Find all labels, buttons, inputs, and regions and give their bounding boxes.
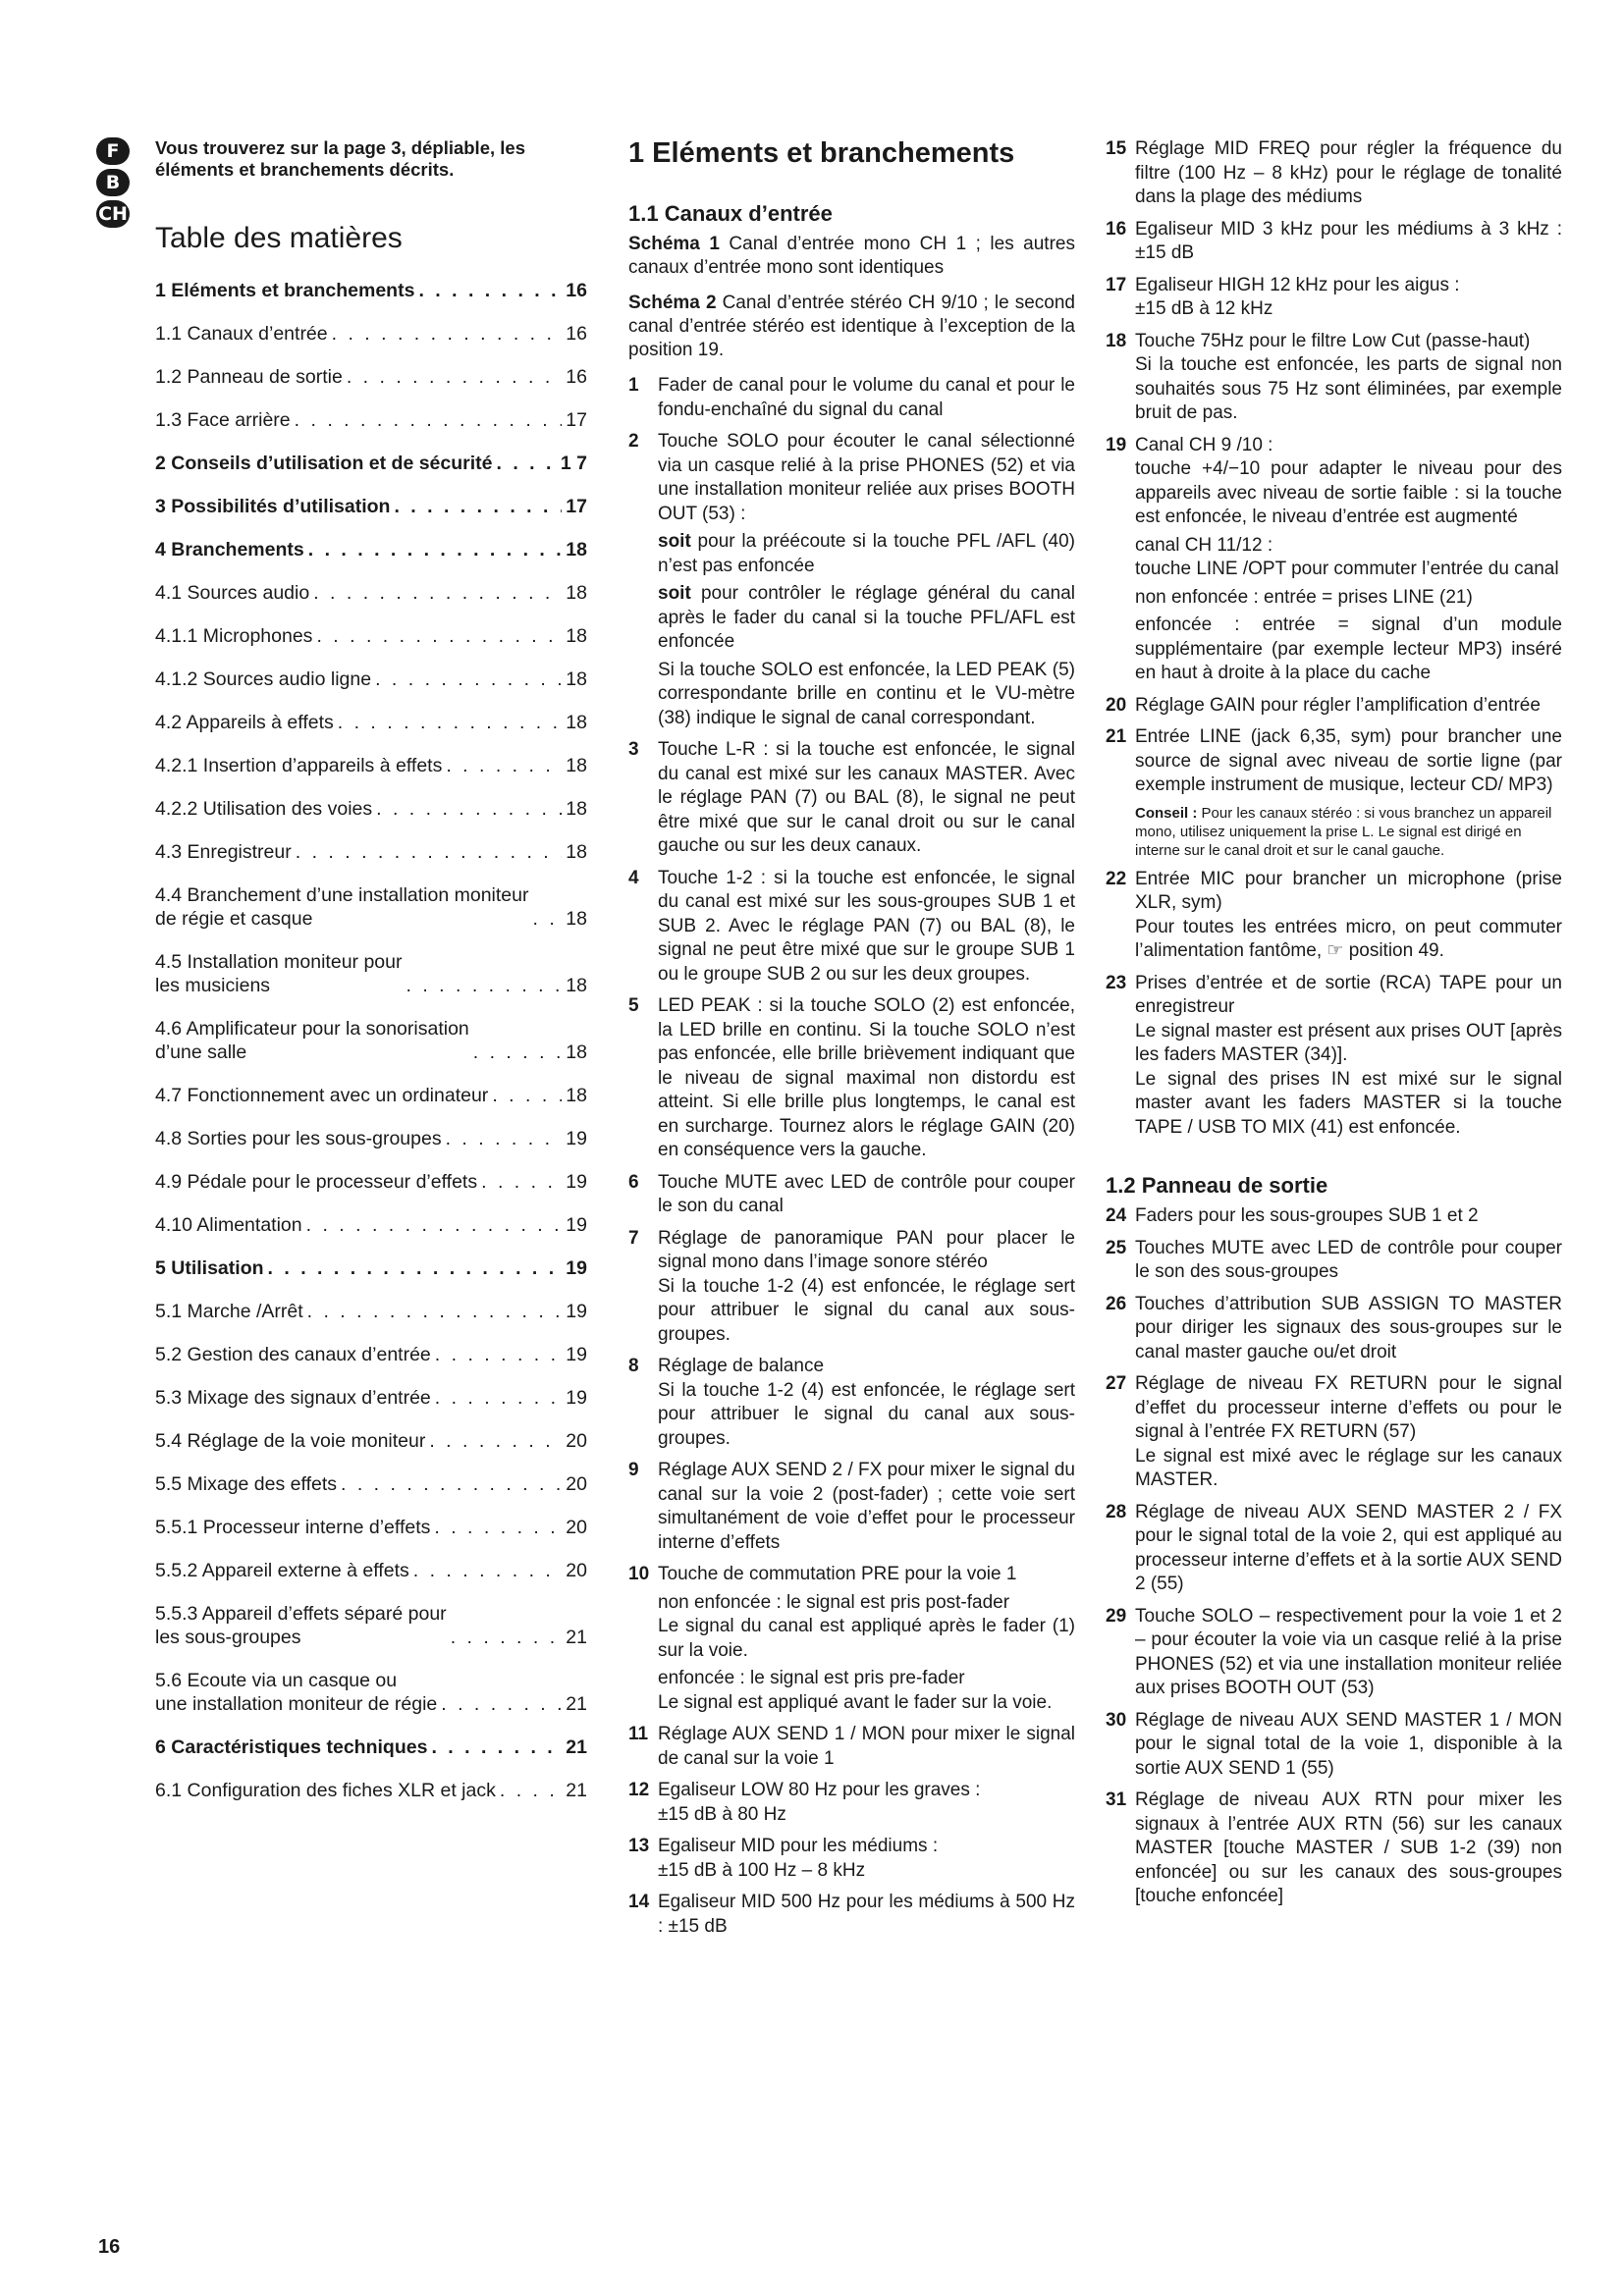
toc-leader-dots xyxy=(316,624,562,648)
item-number: 18 xyxy=(1106,330,1127,351)
list-item xyxy=(1106,274,1562,322)
toc-entry xyxy=(155,279,587,302)
toc-leader-dots xyxy=(431,1735,562,1759)
item-text: Touche 75Hz pour le filtre Low Cut (passe-haut) Si la touche est enfoncée, les parts de signal non souhaités sous 75 Hz sont éliminées, par exemple bruit de pas. xyxy=(1135,330,1562,423)
toc-entry xyxy=(155,1386,587,1410)
item-number: 22 xyxy=(1106,868,1127,889)
toc-entry-title: 1.3 Face arrière xyxy=(155,409,291,431)
item-text: Réglage AUX SEND 2 / FX pour mixer le signal du canal sur la voie 2 (post-fader) ; cette voie sert simultanément de voie d’effet pour le processeur interne d’effets xyxy=(658,1460,1075,1553)
toc-leader-dots xyxy=(434,1516,562,1539)
toc-leader-dots xyxy=(295,408,563,432)
item-text: Faders pour les sous-groupes SUB 1 et 2 xyxy=(1135,1205,1479,1226)
item-number: 3 xyxy=(628,739,639,760)
list-item xyxy=(628,1723,1075,1771)
list-item xyxy=(1106,725,1562,860)
list-item xyxy=(628,867,1075,988)
item-text: Touche de commutation PRE pour la voie 1 xyxy=(658,1564,1017,1584)
toc-entry xyxy=(155,1084,587,1107)
toc-entry-page: 17 xyxy=(566,409,587,431)
toc-entry-title: 5.2 Gestion des canaux d’entrée xyxy=(155,1344,431,1365)
item-text: Réglage MID FREQ pour régler la fréquence du filtre (100 Hz – 8 kHz) pour le réglage de tonalité dans la plage des médiums xyxy=(1135,138,1562,207)
toc-entry-page: 18 xyxy=(566,625,587,647)
schema-1-text: Canal d’entrée mono CH 1 ; les autres canaux d’entrée mono sont identiques xyxy=(628,234,1075,278)
list-item xyxy=(1106,1293,1562,1365)
item-text: Réglage AUX SEND 1 / MON pour mixer le signal de canal sur la voie 1 xyxy=(658,1724,1075,1769)
toc-entry-title: 4.1 Sources audio xyxy=(155,582,310,604)
toc-entry-page: 18 xyxy=(566,841,587,863)
item-number: 6 xyxy=(628,1171,639,1193)
item-paragraph xyxy=(658,530,1075,578)
item-text: Egaliseur HIGH 12 kHz pour les aigus : ±15 dB à 12 kHz xyxy=(1135,274,1460,319)
toc-entry-title: 5.5.3 Appareil d’effets séparé pour les sous-groupes xyxy=(155,1603,447,1648)
item-text: Touches MUTE avec LED de contrôle pour couper le son des sous-groupes xyxy=(1135,1237,1562,1282)
item-paragraph-text: canal CH 11/12 : touche LINE /OPT pour commuter l’entrée du canal xyxy=(1135,534,1559,579)
toc-entry xyxy=(155,1300,587,1323)
toc-entry-page: 18 xyxy=(566,1041,587,1063)
toc-leader-dots xyxy=(446,754,562,777)
toc-leader-dots xyxy=(308,538,563,561)
list-item xyxy=(1106,1789,1562,1909)
list-item xyxy=(1106,868,1562,964)
list-item xyxy=(628,738,1075,859)
item-number: 5 xyxy=(628,995,639,1016)
toc-entry-title: 1.1 Canaux d’entrée xyxy=(155,323,328,345)
item-list-input-channels-continued xyxy=(1106,137,1562,1140)
item-text: Canal CH 9 /10 : touche +4/−10 pour adapter le niveau pour des appareils avec niveau de sortie faible : si la touche est enfoncée, le niveau d’entrée est augmenté xyxy=(1135,434,1562,527)
item-number: 27 xyxy=(1106,1373,1127,1394)
item-paragraph xyxy=(658,1667,1075,1715)
toc-leader-dots xyxy=(394,495,562,518)
toc-entry-page: 19 xyxy=(566,1257,587,1279)
toc-entry-page: 18 xyxy=(566,975,587,996)
list-item xyxy=(628,1355,1075,1451)
toc-leader-dots xyxy=(429,1429,562,1453)
item-paragraph-lead: soit xyxy=(658,531,691,552)
list-item xyxy=(628,1563,1075,1715)
toc-leader-dots xyxy=(500,1779,562,1802)
toc-entry xyxy=(155,1516,587,1539)
toc-entry xyxy=(155,322,587,346)
item-number: 23 xyxy=(1106,972,1127,993)
toc-entry xyxy=(155,1429,587,1453)
item-paragraph-text: non enfoncée : le signal est pris post-fader Le signal du canal est appliqué après le fader (1) sur la voie. xyxy=(658,1591,1075,1661)
toc-entry-title: 2 Conseils d’utilisation et de sécurité xyxy=(155,453,493,474)
toc-entry-title: 5.5.2 Appareil externe à effets xyxy=(155,1560,409,1581)
toc-entry xyxy=(155,754,587,777)
toc-leader-dots xyxy=(376,797,562,821)
item-text: Touche SOLO pour écouter le canal sélectionné via un casque relié à la prise PHONES (52) et via une installation moniteur reliée aux prises BOOTH OUT (53) : xyxy=(658,431,1075,524)
list-item xyxy=(1106,972,1562,1141)
item-note-label: Conseil : xyxy=(1135,804,1198,822)
toc-leader-dots xyxy=(296,840,563,864)
item-text: Egaliseur MID 500 Hz pour les médiums à 500 Hz : ±15 dB xyxy=(658,1892,1075,1937)
toc-leader-dots xyxy=(435,1386,563,1410)
item-paragraph-text: enfoncée : le signal est pris pre-fader Le signal est appliqué avant le fader sur la voie. xyxy=(658,1668,1053,1713)
list-item xyxy=(628,374,1075,422)
toc-entry-page: 19 xyxy=(566,1387,587,1409)
toc-leader-dots xyxy=(446,1127,563,1150)
toc-entry xyxy=(155,538,587,561)
list-item xyxy=(628,1835,1075,1883)
page-number: 16 xyxy=(98,2236,121,2258)
item-text: Réglage de niveau AUX SEND MASTER 1 / MON pour le signal total de la voie 1, disponible à la sortie AUX SEND 1 (55) xyxy=(1135,1709,1562,1779)
toc-entry xyxy=(155,1127,587,1150)
toc-entry xyxy=(155,1669,587,1716)
list-item xyxy=(1106,694,1562,719)
toc-entry-page: 18 xyxy=(566,1085,587,1106)
toc-leader-dots xyxy=(473,1041,563,1064)
list-item xyxy=(628,1227,1075,1348)
subsection-title-output-panel: 1.2 Panneau de sortie xyxy=(1106,1173,1328,1198)
toc-entry-title: 4.9 Pédale pour le processeur d’effets xyxy=(155,1171,478,1193)
toc-entry-page: 20 xyxy=(566,1560,587,1581)
list-item xyxy=(628,994,1075,1163)
toc-entry-title: 4.10 Alimentation xyxy=(155,1214,302,1236)
item-number: 29 xyxy=(1106,1605,1127,1627)
toc-entry xyxy=(155,495,587,518)
toc-entry-page: 16 xyxy=(566,280,587,301)
item-text: Egaliseur MID 3 kHz pour les médiums à 3 kHz : ±15 dB xyxy=(1135,218,1562,263)
toc-entry-title: 5.6 Ecoute via un casque ou une installation moniteur de régie xyxy=(155,1670,438,1715)
item-paragraph-text: pour contrôler le réglage général du canal après le fader du canal si la touche PFL/AFL est enfoncée xyxy=(658,583,1075,652)
toc-entry xyxy=(155,840,587,864)
item-number: 26 xyxy=(1106,1293,1127,1314)
toc-entry xyxy=(155,1779,587,1802)
item-number: 16 xyxy=(1106,218,1127,240)
item-paragraph xyxy=(658,582,1075,655)
item-text: Egaliseur MID pour les médiums : ±15 dB à 100 Hz – 8 kHz xyxy=(658,1836,939,1881)
subsection-title-input-channels: 1.1 Canaux d’entrée xyxy=(628,201,833,226)
list-item xyxy=(628,1459,1075,1555)
item-number: 1 xyxy=(628,375,639,396)
column-elements-continued xyxy=(1106,137,1562,1917)
toc-entry-page: 1 7 xyxy=(560,453,587,474)
toc-entry-page: 18 xyxy=(566,668,587,690)
toc-entry-title: 5.4 Réglage de la voie moniteur xyxy=(155,1430,426,1452)
item-number: 11 xyxy=(628,1724,649,1744)
table-of-contents xyxy=(155,279,587,1802)
item-number: 20 xyxy=(1106,694,1127,716)
item-text: Réglage de balance Si la touche 1-2 (4) est enfoncée, le réglage sert pour attribuer le signal du canal aux sous-groupes. xyxy=(658,1356,1075,1449)
column-elements xyxy=(628,137,1075,1947)
toc-leader-dots xyxy=(441,1692,562,1716)
item-text: Fader de canal pour le volume du canal et pour le fondu-enchaîné du signal du canal xyxy=(658,375,1075,420)
toc-entry xyxy=(155,624,587,648)
toc-entry xyxy=(155,1559,587,1582)
toc-leader-dots xyxy=(481,1170,562,1194)
item-text: Entrée LINE (jack 6,35, sym) pour brancher une source de signal avec niveau de sortie ligne (par exemple instrument de musique, lecteur CD/ MP3) xyxy=(1135,726,1562,795)
toc-entry xyxy=(155,1735,587,1759)
toc-entry-title: 5.5 Mixage des effets xyxy=(155,1473,338,1495)
item-list-output-panel xyxy=(1106,1204,1562,1909)
toc-entry xyxy=(155,711,587,734)
toc-entry-title: 5.5.1 Processeur interne d’effets xyxy=(155,1517,431,1538)
schema-2 xyxy=(628,292,1075,362)
item-text: Réglage de niveau AUX SEND MASTER 2 / FX pour le signal total de la voie 2, qui est appliqué au processeur interne d’effets et à la sortie AUX SEND 2 (55) xyxy=(1135,1501,1562,1594)
list-item xyxy=(1106,1372,1562,1493)
toc-leader-dots xyxy=(306,1213,563,1237)
item-number: 2 xyxy=(628,431,639,452)
toc-entry-page: 20 xyxy=(566,1473,587,1495)
item-number: 8 xyxy=(628,1356,639,1376)
item-text: Entrée MIC pour brancher un microphone (prise XLR, sym) Pour toutes les entrées micro, on peut commuter l’alimentation fantôme, ☞ position 49. xyxy=(1135,868,1562,961)
item-paragraph xyxy=(1135,614,1562,686)
toc-leader-dots xyxy=(375,667,562,691)
list-item xyxy=(1106,1501,1562,1597)
list-item xyxy=(628,430,1075,730)
item-number: 15 xyxy=(1106,138,1127,159)
toc-entry-page: 18 xyxy=(566,712,587,733)
list-item xyxy=(1106,1237,1562,1285)
item-paragraph xyxy=(1135,586,1562,611)
item-text: Egaliseur LOW 80 Hz pour les graves : ±15 dB à 80 Hz xyxy=(658,1780,981,1825)
toc-entry-page: 20 xyxy=(566,1517,587,1538)
toc-entry-title: 5 Utilisation xyxy=(155,1257,264,1279)
toc-entry-title: 4.1.2 Sources audio ligne xyxy=(155,668,372,690)
toc-entry-page: 20 xyxy=(566,1430,587,1452)
toc-leader-dots xyxy=(406,974,562,997)
item-text: Touches d’attribution SUB ASSIGN TO MASTER pour diriger les signaux des sous-groupes sur le canal master gauche ou/et droit xyxy=(1135,1293,1562,1362)
item-number: 10 xyxy=(628,1564,650,1584)
toc-entry xyxy=(155,1170,587,1194)
toc-entry xyxy=(155,1343,587,1366)
toc-leader-dots xyxy=(341,1472,562,1496)
item-paragraph-text: Si la touche SOLO est enfoncée, la LED PEAK (5) correspondante brille en continu et le VU-mètre (38) indique le signal de canal correspondant. xyxy=(658,659,1075,728)
schema-2-text: Canal d’entrée stéréo CH 9/10 ; le second canal d’entrée stéréo est identique à l’exception de la position 19. xyxy=(628,293,1075,360)
language-badges xyxy=(96,137,130,232)
toc-entry-page: 19 xyxy=(566,1214,587,1236)
item-text: Touche 1-2 : si la touche est enfoncée, le signal du canal est mixé sur les sous-groupes SUB 1 et SUB 2. Avec le réglage PAN (7) ou BAL (8), le signal ne peut être mixé que sur le groupe SUB 1 ou le groupe SUB 2 ou sur les deux groupes. xyxy=(658,867,1075,985)
toc-entry-title: 4.2.1 Insertion d’appareils à effets xyxy=(155,755,443,776)
list-item xyxy=(1106,218,1562,266)
item-paragraph-text: pour la préécoute si la touche PFL /AFL (40) n’est pas enfoncée xyxy=(658,531,1075,576)
toc-leader-dots xyxy=(492,1084,562,1107)
toc-leader-dots xyxy=(497,452,557,475)
toc-entry-page: 18 xyxy=(566,798,587,820)
section-title: 1 Eléments et branchements xyxy=(628,137,1015,169)
toc-entry-page: 21 xyxy=(566,1627,587,1648)
item-number: 30 xyxy=(1106,1709,1127,1731)
item-number: 7 xyxy=(628,1227,639,1249)
toc-entry xyxy=(155,883,587,931)
toc-entry-title: 5.1 Marche /Arrêt xyxy=(155,1301,303,1322)
item-number: 17 xyxy=(1106,274,1127,295)
toc-entry xyxy=(155,452,587,475)
toc-leader-dots xyxy=(307,1300,563,1323)
item-text: Réglage de panoramique PAN pour placer le signal mono dans l’image sonore stéréo Si la touche 1-2 (4) est enfoncée, le réglage sert pour attribuer le signal du canal aux sous-groupes. xyxy=(658,1227,1075,1345)
toc-entry-page: 19 xyxy=(566,1344,587,1365)
toc-entry-title: 5.3 Mixage des signaux d’entrée xyxy=(155,1387,431,1409)
toc-leader-dots xyxy=(451,1626,563,1649)
toc-entry-page: 18 xyxy=(566,539,587,561)
toc-leader-dots xyxy=(313,581,562,605)
item-number: 14 xyxy=(628,1892,650,1912)
toc-entry-title: 4.1.1 Microphones xyxy=(155,625,313,647)
toc-entry-title: 4.4 Branchement d’une installation moniteur de régie et casque xyxy=(155,884,529,930)
toc-entry-title: 3 Possibilités d’utilisation xyxy=(155,496,391,517)
toc-leader-dots xyxy=(532,907,562,931)
toc-entry-page: 21 xyxy=(566,1736,587,1758)
item-paragraph-text: enfoncée : entrée = signal d’un module supplémentaire (par exemple lecteur MP3) inséré en haut à droite à la place du cache xyxy=(1135,614,1562,683)
item-number: 13 xyxy=(628,1836,650,1856)
toc-entry-title: 4.5 Installation moniteur pour les musiciens xyxy=(155,951,403,996)
toc-entry-page: 21 xyxy=(566,1693,587,1715)
item-note xyxy=(1135,804,1562,860)
toc-entry-title: 6.1 Configuration des fiches XLR et jack xyxy=(155,1780,496,1801)
item-text: LED PEAK : si la touche SOLO (2) est enfoncée, la LED brille en continu. Si la touche SOLO n’est pas enfoncée, elle brille brièvement indiquant que le niveau de signal maximal non distordu est atteint. Si elle brille plus longtemps, le canal est en surcharge. Tournez alors le réglage GAIN (20) en conséquence vers la gauche. xyxy=(658,995,1075,1160)
list-item xyxy=(1106,330,1562,426)
item-text: Touche SOLO – respectivement pour la voie 1 et 2 – pour écouter la voie via un casque relié à la prise PHONES (52) et via une installation moniteur reliée aux prises BOOTH OUT (53) xyxy=(1135,1605,1562,1698)
toc-entry-title: 4.8 Sorties pour les sous-groupes xyxy=(155,1128,442,1149)
toc-entry-title: 1 Eléments et branchements xyxy=(155,280,415,301)
column-toc xyxy=(155,137,587,1822)
item-paragraph-lead: soit xyxy=(658,583,691,604)
toc-leader-dots xyxy=(347,365,562,389)
toc-leader-dots xyxy=(435,1343,563,1366)
list-item xyxy=(1106,1204,1562,1229)
item-number: 25 xyxy=(1106,1237,1127,1258)
toc-entry-title: 4.2.2 Utilisation des voies xyxy=(155,798,373,820)
item-number: 4 xyxy=(628,867,639,888)
toc-entry-page: 19 xyxy=(566,1301,587,1322)
toc-leader-dots xyxy=(332,322,563,346)
item-text: Touche L-R : si la touche est enfoncée, le signal du canal est mixé sur les canaux MASTER. Avec le réglage PAN (7) ou BAL (8), le signal ne peut être mixé que sur le canal droit ou sur le canal gauche ou sur les deux canaux. xyxy=(658,739,1075,856)
item-number: 28 xyxy=(1106,1501,1127,1522)
item-paragraph xyxy=(658,1591,1075,1664)
list-item xyxy=(628,1779,1075,1827)
toc-entry-page: 18 xyxy=(566,908,587,930)
toc-entry-page: 17 xyxy=(566,496,587,517)
item-note-text: Pour les canaux stéréo : si vous branchez un appareil mono, utilisez uniquement la prise L. Le signal est dirigé en interne sur le canal droit et sur le canal gauche. xyxy=(1135,804,1552,859)
item-text: Prises d’entrée et de sortie (RCA) TAPE pour un enregistreur Le signal master est présent aux prises OUT [après les faders MASTER (34)]. Le signal des prises IN est mixé sur le signal master avant les faders MASTER si la touche TAPE / USB TO MIX (41) est enfoncée. xyxy=(1135,972,1562,1138)
toc-entry xyxy=(155,950,587,997)
toc-entry-title: 4.6 Amplificateur pour la sonorisation d’une salle xyxy=(155,1018,469,1063)
toc-entry-page: 16 xyxy=(566,323,587,345)
toc-entry xyxy=(155,408,587,432)
toc-entry xyxy=(155,1213,587,1237)
toc-entry xyxy=(155,1472,587,1496)
item-number: 21 xyxy=(1106,726,1127,747)
toc-entry xyxy=(155,581,587,605)
toc-entry-page: 21 xyxy=(566,1780,587,1801)
toc-leader-dots xyxy=(418,279,562,302)
toc-entry-title: 6 Caractéristiques techniques xyxy=(155,1736,428,1758)
item-text: Réglage de niveau AUX RTN pour mixer les signaux à l’entrée AUX RTN (56) sur les canaux MASTER [touche MASTER / SUB 1-2 (39) non enfoncée] ou sur les canaux des sous-groupes [touche enfoncée] xyxy=(1135,1789,1562,1906)
item-number: 19 xyxy=(1106,434,1127,455)
item-number: 12 xyxy=(628,1780,650,1800)
item-number: 24 xyxy=(1106,1205,1127,1226)
toc-entry xyxy=(155,1017,587,1064)
toc-leader-dots xyxy=(413,1559,563,1582)
item-text: Réglage de niveau FX RETURN pour le signal d’effet du processeur interne d’effets ou pour le signal à l’entrée FX RETURN (57) Le signal est mixé avec le réglage sur les canaux MASTER. xyxy=(1135,1373,1562,1490)
item-paragraph-text: non enfoncée : entrée = prises LINE (21) xyxy=(1135,586,1473,608)
list-item xyxy=(1106,1709,1562,1782)
toc-entry xyxy=(155,1256,587,1280)
toc-entry xyxy=(155,365,587,389)
toc-title: Table des matières xyxy=(155,222,403,254)
toc-entry-page: 19 xyxy=(566,1128,587,1149)
toc-entry xyxy=(155,667,587,691)
item-text: Touche MUTE avec LED de contrôle pour couper le son du canal xyxy=(658,1171,1075,1216)
list-item xyxy=(1106,434,1562,686)
item-list-input-channels xyxy=(628,374,1075,1939)
item-text: Réglage GAIN pour régler l’amplification d’entrée xyxy=(1135,694,1541,716)
list-item xyxy=(628,1171,1075,1219)
list-item xyxy=(628,1891,1075,1939)
item-number: 9 xyxy=(628,1460,639,1480)
toc-entry-page: 18 xyxy=(566,755,587,776)
toc-entry-title: 1.2 Panneau de sortie xyxy=(155,366,343,388)
toc-leader-dots xyxy=(338,711,563,734)
toc-entry-title: 4.3 Enregistreur xyxy=(155,841,292,863)
schema-2-label: Schéma 2 xyxy=(628,293,717,313)
toc-entry-page: 18 xyxy=(566,582,587,604)
item-number: 31 xyxy=(1106,1789,1127,1810)
toc-entry-title: 4 Branchements xyxy=(155,539,304,561)
item-paragraph xyxy=(658,659,1075,731)
toc-entry-title: 4.7 Fonctionnement avec un ordinateur xyxy=(155,1085,489,1106)
toc-entry-title: 4.2 Appareils à effets xyxy=(155,712,334,733)
intro-text: Vous trouverez sur la page 3, dépliable, les éléments et branchements décrits. xyxy=(155,137,525,180)
toc-entry xyxy=(155,797,587,821)
toc-entry xyxy=(155,1602,587,1649)
item-paragraph xyxy=(1135,534,1562,582)
toc-leader-dots xyxy=(268,1256,563,1280)
language-badge-b: B xyxy=(96,169,130,196)
list-item xyxy=(1106,137,1562,210)
toc-entry-page: 16 xyxy=(566,366,587,388)
toc-entry-page: 19 xyxy=(566,1171,587,1193)
language-badge-f: F xyxy=(96,137,130,165)
schema-1-label: Schéma 1 xyxy=(628,234,720,254)
schema-1 xyxy=(628,233,1075,280)
list-item xyxy=(1106,1605,1562,1701)
language-badge-ch: CH xyxy=(96,200,130,228)
